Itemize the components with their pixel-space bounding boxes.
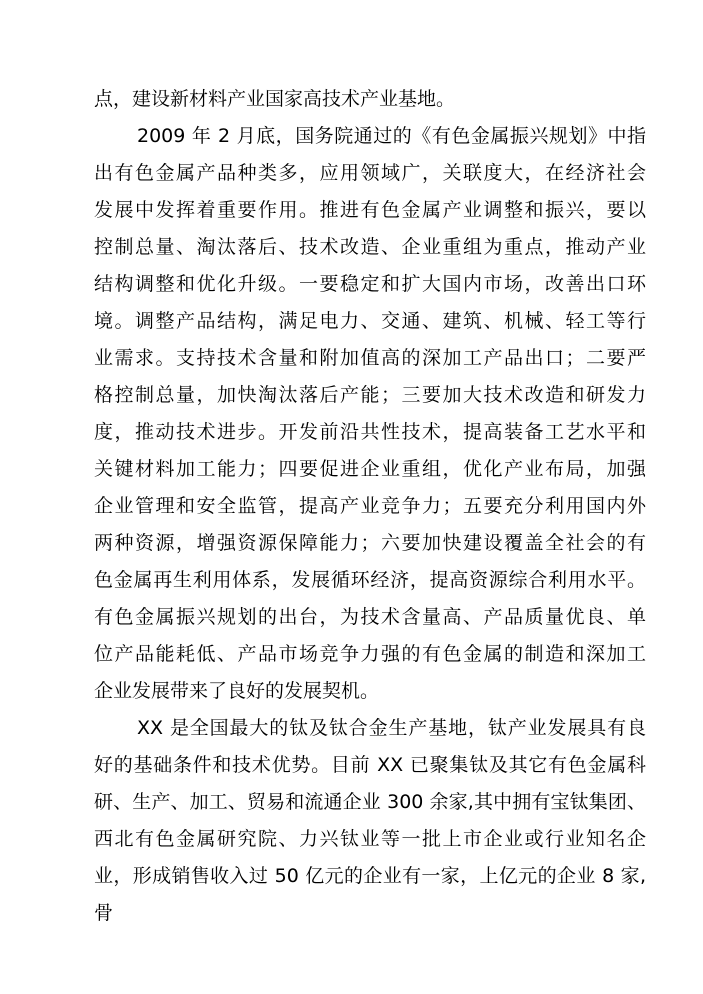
- text-line: XX 是全国最大的钛及钛合金生产基地，钛产业发展具有良: [137, 717, 646, 739]
- paragraph-3: [94, 710, 646, 924]
- text-line: 业需求。支持技术含量和附加值高的深加工产品出口；二要严: [94, 347, 646, 369]
- text-line: 关键材料加工能力；四要促进企业重组，优化产业布局，加强: [94, 458, 646, 480]
- text-line: 出有色金属产品种类多，应用领域广，关联度大，在经济社会: [94, 162, 646, 184]
- text-line: 度，推动技术进步。开发前沿共性技术，提高装备工艺水平和: [94, 421, 646, 443]
- text-line: 企业管理和安全监管，提高产业竞争力；五要充分利用国内外: [94, 495, 646, 517]
- paragraph-1: [94, 81, 646, 118]
- text-line: 结构调整和优化升级。一要稳定和扩大国内市场，改善出口环: [94, 273, 646, 295]
- text-line: 好的基础条件和技术优势。目前 XX 已聚集钛及其它有色金属科: [94, 754, 646, 776]
- text-line: 2009 年 2 月底，国务院通过的《有色金属振兴规划》中指: [137, 125, 646, 147]
- text-line: 点，建设新材料产业国家高技术产业基地。: [94, 88, 456, 110]
- text-line: 发展中发挥着重要作用。推进有色金属产业调整和振兴，要以: [94, 199, 646, 221]
- text-line: 研、生产、加工、贸易和流通企业 300 余家,其中拥有宝钛集团、: [94, 791, 646, 813]
- text-line: 两种资源，增强资源保障能力；六要加快建设覆盖全社会的有: [94, 532, 646, 554]
- text-line: 位产品能耗低、产品市场竞争力强的有色金属的制造和深加工: [94, 643, 646, 665]
- paragraph-2: [94, 118, 646, 710]
- body-text: [94, 81, 646, 924]
- text-line: 境。调整产品结构，满足电力、交通、建筑、机械、轻工等行: [94, 310, 646, 332]
- text-line: 控制总量、淘汰落后、技术改造、企业重组为重点，推动产业: [94, 236, 646, 258]
- text-line: 业，形成销售收入过 50 亿元的企业有一家，上亿元的企业 8 家,骨: [94, 865, 646, 924]
- text-line: 色金属再生利用体系，发展循环经济，提高资源综合利用水平。: [94, 569, 646, 591]
- text-line: 西北有色金属研究院、力兴钛业等一批上市企业或行业知名企: [94, 828, 646, 850]
- text-line: 企业发展带来了良好的发展契机。: [94, 680, 380, 702]
- text-line: 格控制总量，加快淘汰落后产能；三要加大技术改造和研发力: [94, 384, 646, 406]
- text-line: 有色金属振兴规划的出台，为技术含量高、产品质量优良、单: [94, 606, 646, 628]
